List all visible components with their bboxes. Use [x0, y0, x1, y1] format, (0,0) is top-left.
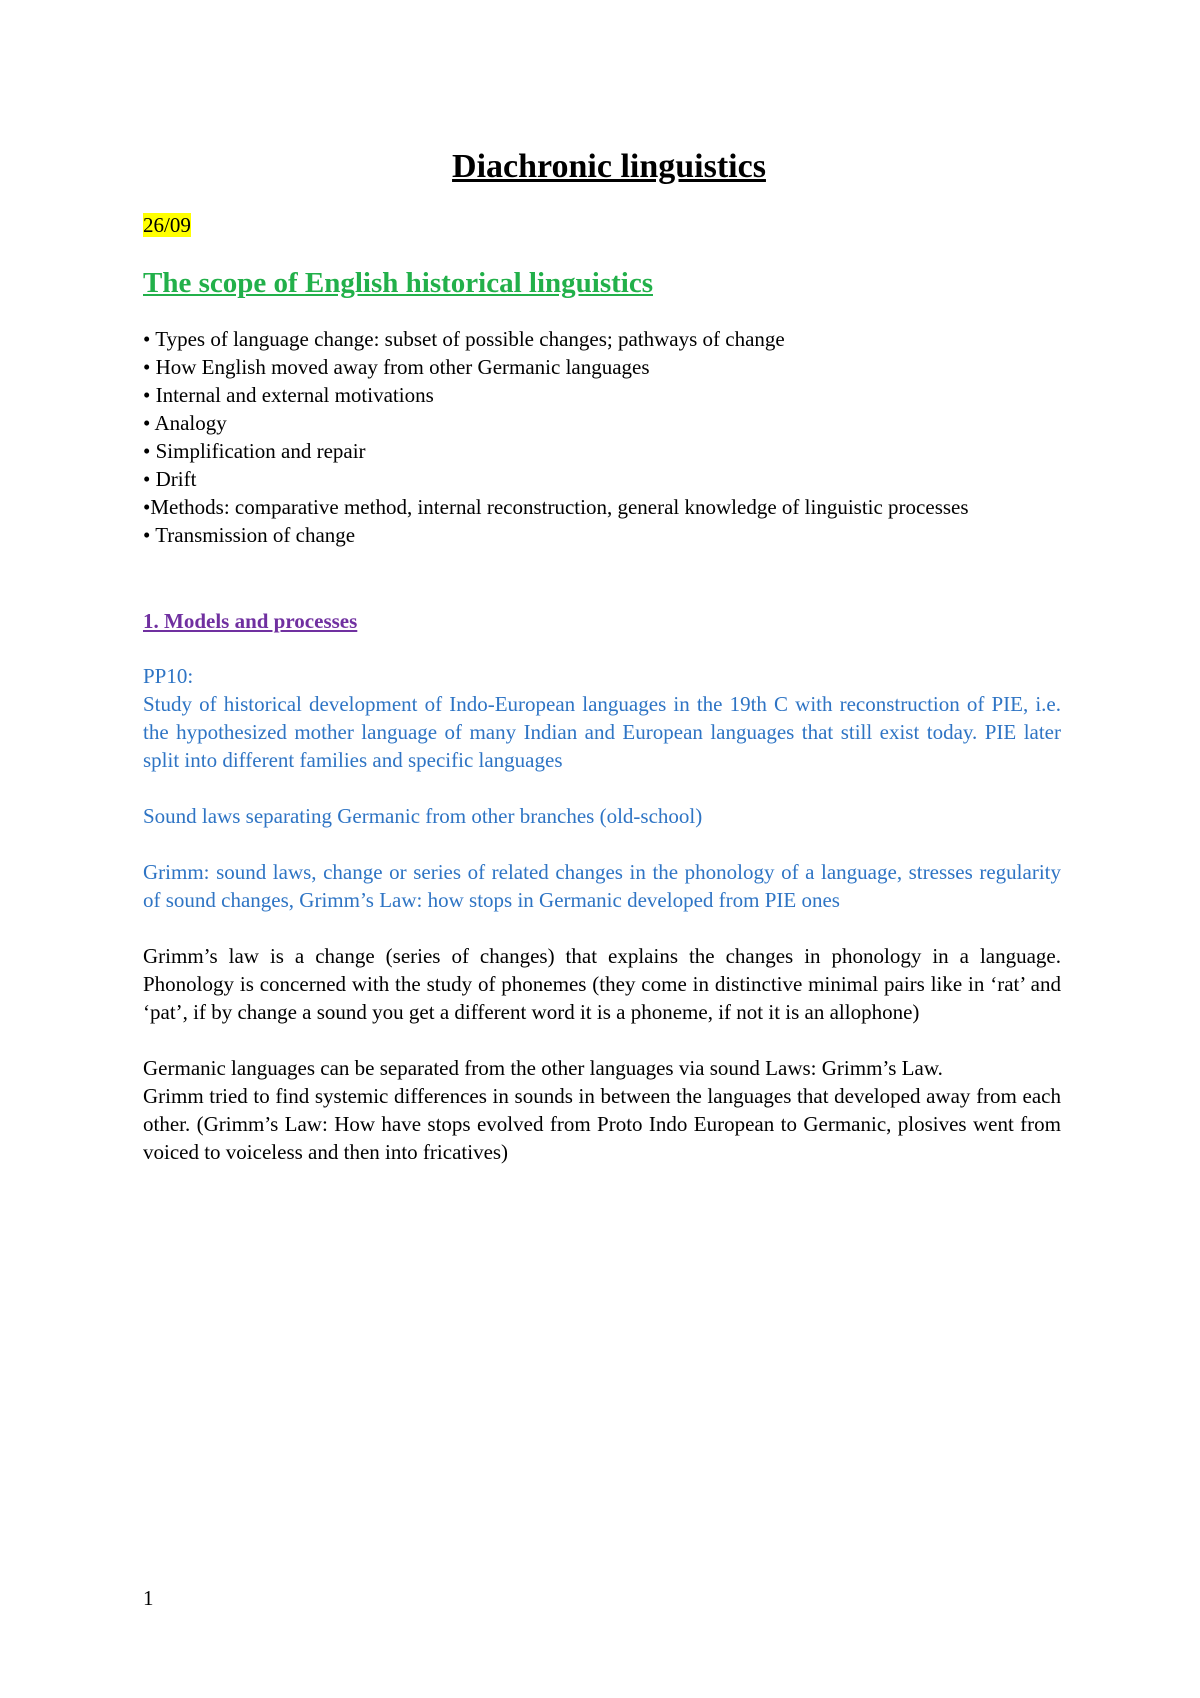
date-line [143, 211, 1061, 239]
slide-reference: PP10: [143, 664, 194, 688]
list-item: • Internal and external motivations [143, 383, 434, 407]
list-item: • Simplification and repair [143, 439, 366, 463]
list-item: • Transmission of change [143, 523, 356, 547]
body-paragraph: Grimm’s law is a change (series of changes) that explains the changes in phonology in a language. Phonology is concerned with the study of phonemes (they come in distinctive minimal pairs like in ‘rat’ and ‘pat’, if by change a sound you get a different word it is a phoneme, if not it is an allophone) [143, 944, 1061, 1024]
blue-paragraph: Sound laws separating Germanic from other branches (old-school) [143, 804, 703, 828]
page-number: 1 [143, 1586, 154, 1610]
body-paragraph: Germanic languages can be separated from the other languages via sound Laws: Grimm’s Law. [143, 1056, 943, 1080]
list-item: •Methods: comparative method, internal reconstruction, general knowledge of linguistic processes [143, 495, 969, 519]
list-item: • Analogy [143, 411, 227, 435]
list-item: • Drift [143, 467, 197, 491]
section-heading: The scope of English historical linguistics [143, 267, 653, 299]
blue-paragraph: Grimm: sound laws, change or series of related changes in the phonology of a language, stresses regularity of sound changes, Grimm’s Law: how stops in Germanic developed from PIE ones [143, 860, 1061, 912]
list-item: • How English moved away from other Germanic languages [143, 355, 650, 379]
document-title: Diachronic linguistics [452, 148, 766, 185]
blue-paragraph: Study of historical development of Indo-European languages in the 19th C with reconstruction of PIE, i.e. the hypothesized mother language of many Indian and European languages that still exist today. PIE later split into different families and specific languages [143, 692, 1061, 772]
subsection-heading: 1. Models and processes [143, 609, 358, 633]
topics-list [143, 325, 1061, 549]
page-content [143, 145, 1061, 1166]
list-item: • Types of language change: subset of possible changes; pathways of change [143, 327, 785, 351]
date-highlight: 26/09 [143, 213, 191, 237]
body-paragraph: Grimm tried to find systemic differences in sounds in between the languages that developed away from each other. (Grimm’s Law: How have stops evolved from Proto Indo European to Germanic, plosives went from voiced to voiceless and then into fricatives) [143, 1084, 1061, 1164]
